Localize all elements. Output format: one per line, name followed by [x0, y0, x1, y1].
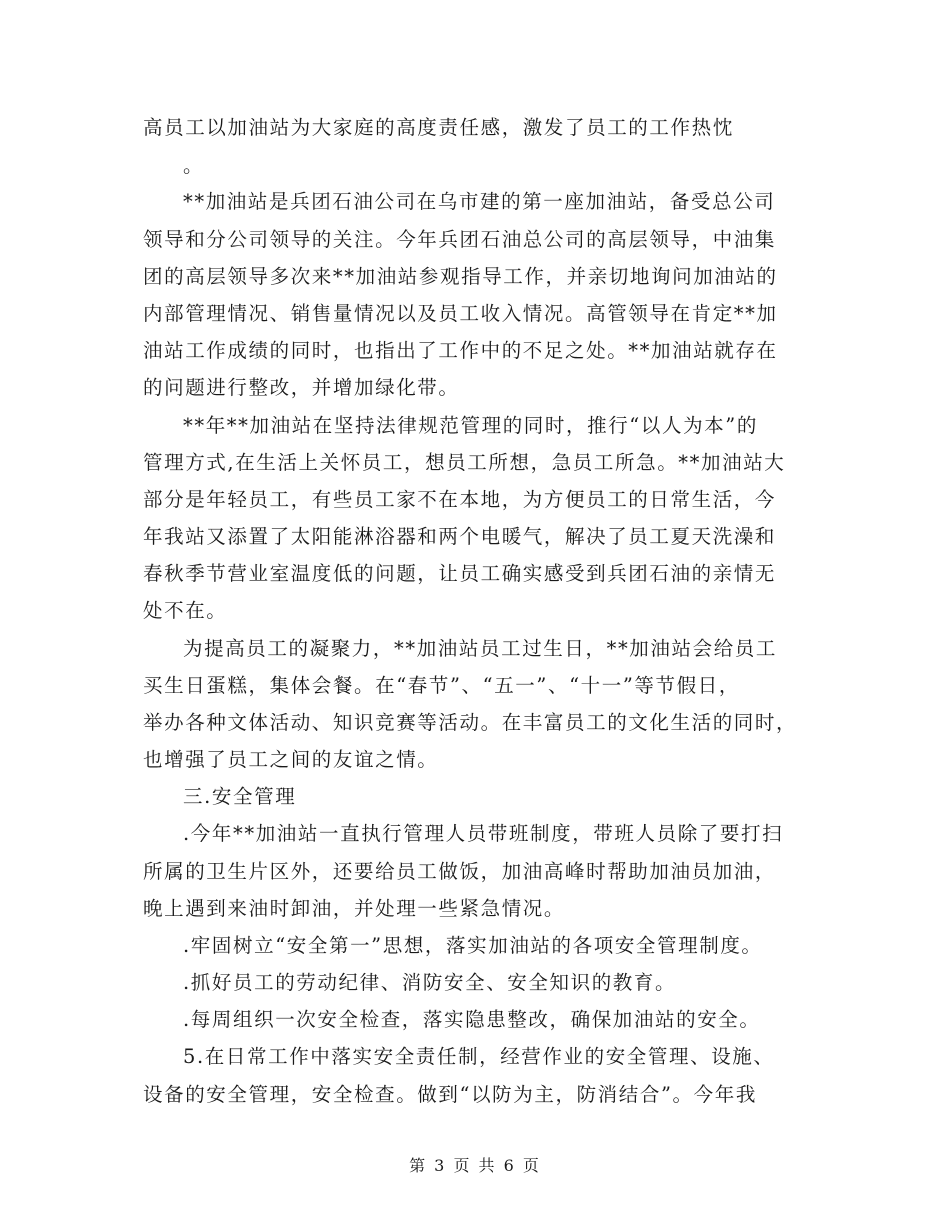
- text-line: 高员工以加油站为大家庭的高度责任感，激发了员工的工作热忱: [143, 116, 734, 139]
- text-line: 设备的安全管理，安全检查。做到“以防为主，防消结合”。今年我: [143, 1083, 757, 1106]
- text-line: 内部管理情况、销售量情况以及员工收入情况。高管领导在肯定**加: [143, 302, 778, 325]
- text-line: 油站工作成绩的同时，也指出了工作中的不足之处。**加油站就存在: [143, 339, 778, 362]
- text-line: 管理方式,在生活上关怀员工，想员工所想，急员工所急。**加油站大: [143, 451, 786, 474]
- text-line: 春秋季节营业室温度低的问题，让员工确实感受到兵团石油的亲情无: [143, 562, 777, 585]
- text-line: 团的高层领导多次来**加油站参观指导工作，并亲切地询问加油站的: [143, 265, 778, 288]
- text-line: 举办各种文体活动、知识竞赛等活动。在丰富员工的文化生活的同时，: [143, 711, 798, 734]
- text-line: .今年**加油站一直执行管理人员带班制度，带班人员除了要打扫: [183, 822, 784, 845]
- text-line: **加油站是兵团石油公司在乌市建的第一座加油站，备受总公司: [183, 190, 776, 213]
- text-line: 。: [183, 154, 205, 177]
- text-line: 部分是年轻员工，有些员工家不在本地，为方便员工的日常生活，今: [143, 488, 777, 511]
- text-line: 晚上遇到来油时卸油，并处理一些紧急情况。: [143, 897, 566, 920]
- text-line: 也增强了员工之间的友谊之情。: [143, 748, 439, 771]
- text-line: 的问题进行整改，并增加绿化带。: [143, 376, 460, 399]
- text-line: .每周组织一次安全检查，落实隐患整改，确保加油站的安全。: [183, 1008, 761, 1031]
- text-line: 买生日蛋糕，集体会餐。在“春节”、“五一”、“十一”等节假日，: [143, 674, 740, 697]
- text-line: 5.在日常工作中落实安全责任制，经营作业的安全管理、设施、: [183, 1045, 775, 1068]
- text-line: 所属的卫生片区外，还要给员工做饭，加油高峰时帮助加油员加油，: [143, 860, 777, 883]
- text-line: **年**加油站在坚持法律规范管理的同时，推行“以人为本”的: [183, 414, 758, 437]
- text-line: 领导和分公司领导的关注。今年兵团石油总公司的高层领导，中油集: [143, 228, 777, 251]
- text-line: .牢固树立“安全第一”思想，落实加油站的各项安全管理制度。: [183, 934, 763, 957]
- page-number-footer: 第 3 页 共 6 页: [409, 1156, 541, 1175]
- text-line: 年我站又添置了太阳能淋浴器和两个电暖气，解决了员工夏天洗澡和: [143, 525, 777, 548]
- text-line: 为提高员工的凝聚力，**加油站员工过生日，**加油站会给员工: [183, 637, 778, 660]
- text-line: 处不在。: [143, 599, 228, 622]
- section-heading: 三.安全管理: [183, 785, 297, 808]
- text-line: .抓好员工的劳动纪律、消防安全、安全知识的教育。: [183, 971, 677, 994]
